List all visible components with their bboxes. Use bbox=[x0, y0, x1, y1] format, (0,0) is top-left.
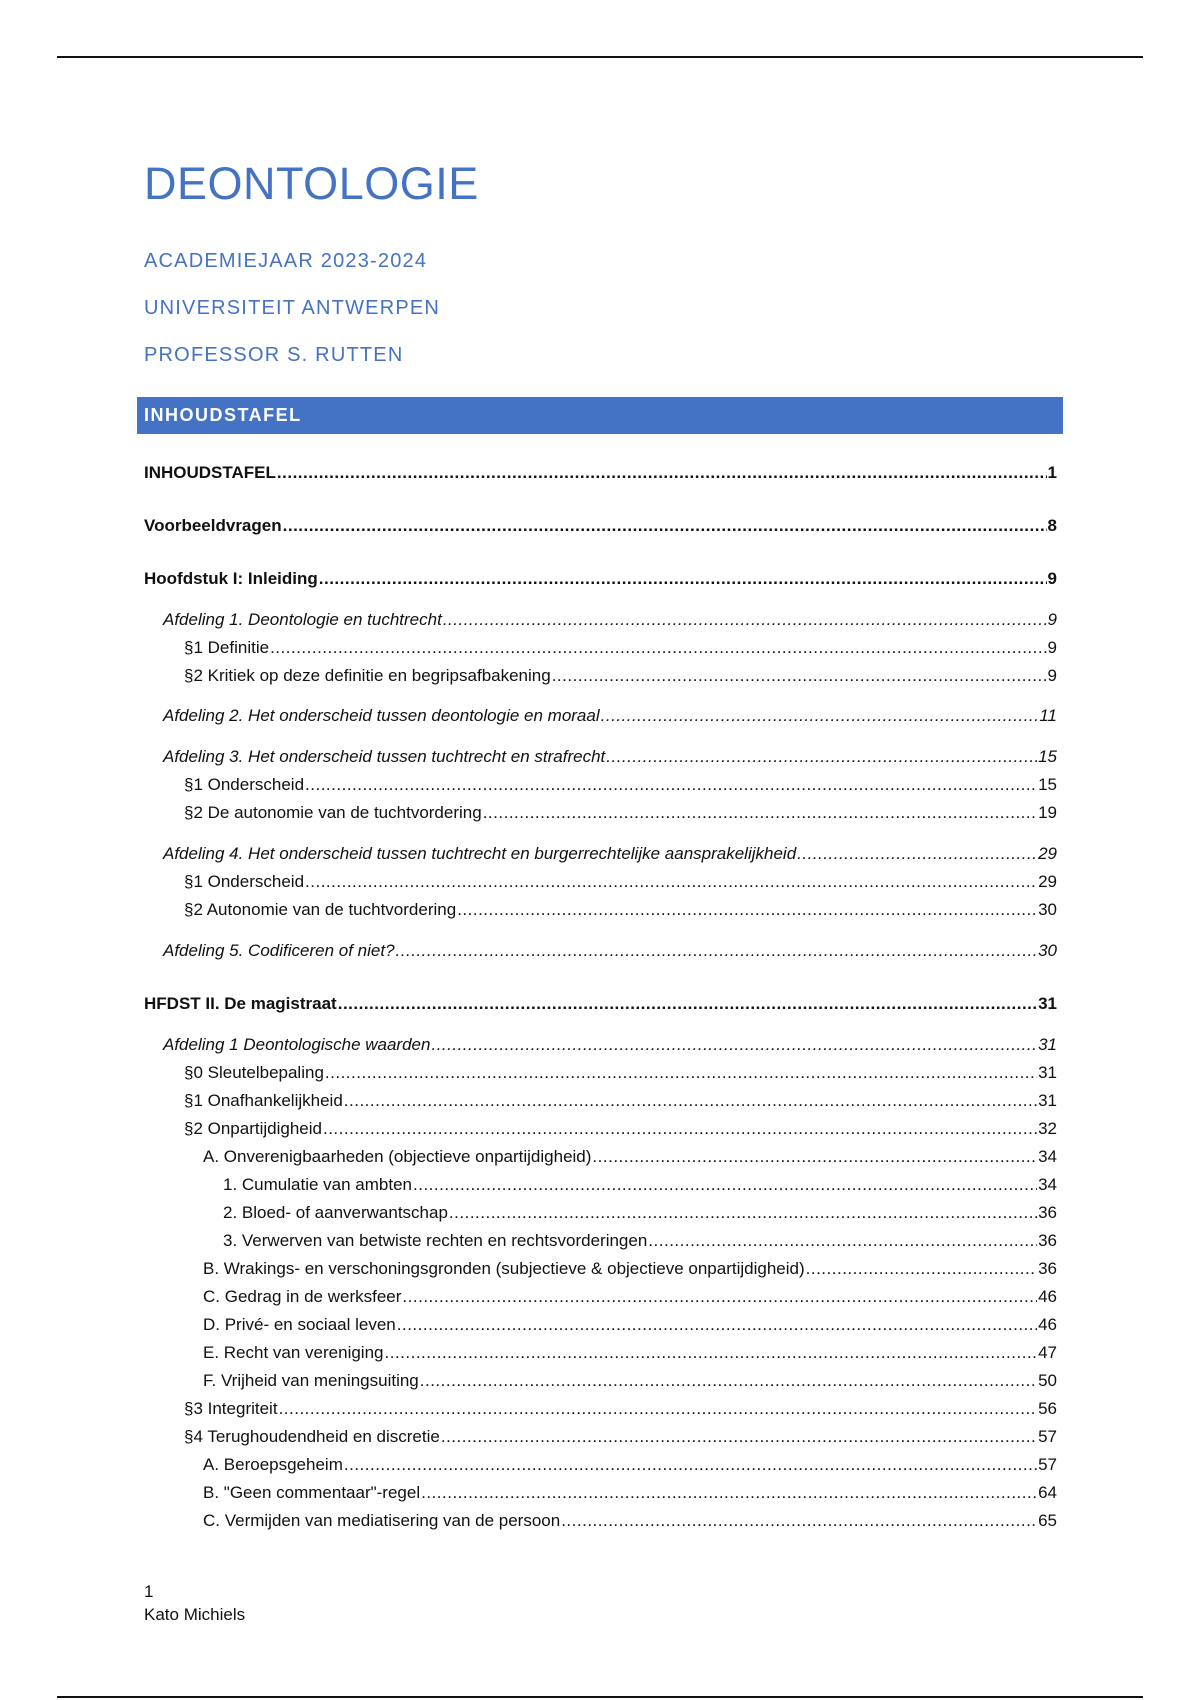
toc-entry[interactable] bbox=[184, 1398, 1057, 1420]
toc-leader-dots bbox=[420, 1370, 1037, 1392]
professor-name: PROFESSOR S. RUTTEN bbox=[144, 344, 404, 366]
toc-leader-dots bbox=[402, 1286, 1037, 1308]
academic-year: ACADEMIEJAAR 2023-2024 bbox=[144, 250, 428, 272]
toc-leader-dots bbox=[561, 1510, 1037, 1532]
toc-entry-page: 31 bbox=[1038, 1063, 1057, 1082]
toc-entry-label: A. Onverenigbaarheden (objectieve onpartijdigheid) bbox=[203, 1147, 592, 1166]
toc-entry[interactable] bbox=[184, 1118, 1057, 1140]
toc-entry-label: §4 Terughoudendheid en discretie bbox=[184, 1427, 440, 1446]
toc-entry-label: INHOUDSTAFEL bbox=[144, 463, 276, 482]
toc-entry-label: §2 Onpartijdigheid bbox=[184, 1119, 322, 1138]
toc-entry-label: B. Wrakings- en verschoningsgronden (subjectieve & objectieve onpartijdigheid) bbox=[203, 1259, 805, 1278]
toc-entry-label: §1 Onderscheid bbox=[184, 872, 305, 891]
toc-entry[interactable] bbox=[203, 1454, 1057, 1476]
toc-entry[interactable] bbox=[184, 899, 1057, 921]
toc-entry[interactable] bbox=[203, 1510, 1057, 1532]
toc-entry-label: §2 Autonomie van de tuchtvordering bbox=[184, 900, 457, 919]
toc-entry-page: 9 bbox=[1047, 569, 1057, 588]
toc-entry-label: §1 Definitie bbox=[184, 638, 270, 657]
toc-entry[interactable] bbox=[144, 568, 1057, 590]
toc-leader-dots bbox=[441, 1426, 1037, 1448]
toc-entry-label: §3 Integriteit bbox=[184, 1399, 278, 1418]
toc-entry-page: 8 bbox=[1047, 516, 1057, 535]
bottom-rule bbox=[57, 1696, 1143, 1698]
toc-entry-page: 29 bbox=[1038, 844, 1057, 863]
toc-leader-dots bbox=[397, 1314, 1037, 1336]
toc-entry-label: C. Vermijden van mediatisering van de persoon bbox=[203, 1511, 561, 1530]
toc-entry-label: A. Beroepsgeheim bbox=[203, 1455, 343, 1474]
toc-leader-dots bbox=[483, 802, 1037, 824]
toc-entry-page: 36 bbox=[1038, 1259, 1057, 1278]
toc-entry-label: §1 Onderscheid bbox=[184, 775, 305, 794]
toc-entry-page: 11 bbox=[1039, 706, 1057, 725]
toc-entry-label: Afdeling 1 Deontologische waarden bbox=[163, 1035, 431, 1054]
toc-entry-page: 30 bbox=[1038, 900, 1057, 919]
toc-entry-page: 1 bbox=[1047, 463, 1057, 482]
toc-leader-dots bbox=[344, 1454, 1037, 1476]
toc-leader-dots bbox=[552, 665, 1047, 687]
toc-entry-page: 31 bbox=[1038, 994, 1057, 1013]
toc-entry-label: C. Gedrag in de werksfeer bbox=[203, 1287, 402, 1306]
toc-entry-page: 15 bbox=[1038, 747, 1057, 766]
university-name: UNIVERSITEIT ANTWERPEN bbox=[144, 297, 441, 319]
toc-leader-dots bbox=[413, 1174, 1037, 1196]
toc-entry-page: 57 bbox=[1038, 1455, 1057, 1474]
toc-entry-page: 46 bbox=[1038, 1287, 1057, 1306]
toc-leader-dots bbox=[279, 1398, 1038, 1420]
toc-entry-label: Hoofdstuk I: Inleiding bbox=[144, 569, 318, 588]
toc-entry-label: B. "Geen commentaar"-regel bbox=[203, 1483, 421, 1502]
toc-leader-dots bbox=[305, 774, 1037, 796]
toc-entry[interactable] bbox=[223, 1202, 1057, 1224]
toc-leader-dots bbox=[305, 871, 1037, 893]
toc-entry[interactable] bbox=[223, 1230, 1057, 1252]
toc-entry-page: 50 bbox=[1038, 1371, 1057, 1390]
toc-entry[interactable] bbox=[184, 1426, 1057, 1448]
toc-entry[interactable] bbox=[203, 1258, 1057, 1280]
toc-entry[interactable] bbox=[203, 1370, 1057, 1392]
toc-leader-dots bbox=[601, 705, 1039, 727]
toc-leader-dots bbox=[449, 1202, 1037, 1224]
toc-entry-page: 47 bbox=[1038, 1343, 1057, 1362]
toc-entry-page: 30 bbox=[1038, 941, 1057, 960]
toc-leader-dots bbox=[270, 637, 1046, 659]
toc-leader-dots bbox=[443, 609, 1047, 631]
toc-entry-page: 31 bbox=[1038, 1035, 1057, 1054]
toc-entry-label: Afdeling 1. Deontologie en tuchtrecht bbox=[163, 610, 442, 629]
toc-leader-dots bbox=[396, 940, 1038, 962]
toc-entry-page: 9 bbox=[1047, 638, 1057, 657]
toc-entry[interactable] bbox=[163, 843, 1057, 865]
toc-entry[interactable] bbox=[203, 1286, 1057, 1308]
toc-entry[interactable] bbox=[203, 1342, 1057, 1364]
toc-entry-label: §1 Onafhankelijkheid bbox=[184, 1091, 343, 1110]
toc-leader-dots bbox=[457, 899, 1037, 921]
toc-leader-dots bbox=[797, 843, 1037, 865]
toc-entry[interactable] bbox=[184, 802, 1057, 824]
toc-leader-dots bbox=[592, 1146, 1037, 1168]
toc-entry[interactable] bbox=[184, 665, 1057, 687]
toc-entry-label: 3. Verwerven van betwiste rechten en rechtsvorderingen bbox=[223, 1231, 648, 1250]
toc-entry[interactable] bbox=[203, 1482, 1057, 1504]
toc-entry-label: Afdeling 3. Het onderscheid tussen tuchtrecht en strafrecht bbox=[163, 747, 606, 766]
toc-entry[interactable] bbox=[203, 1314, 1057, 1336]
toc-leader-dots bbox=[338, 993, 1037, 1015]
toc-entry-page: 46 bbox=[1038, 1315, 1057, 1334]
toc-entry-page: 9 bbox=[1047, 666, 1057, 685]
toc-entry[interactable] bbox=[144, 515, 1057, 537]
toc-leader-dots bbox=[421, 1482, 1037, 1504]
document-title: DEONTOLOGIE bbox=[144, 158, 479, 209]
toc-entry-label: E. Recht van vereniging bbox=[203, 1343, 384, 1362]
toc-entry-label: Afdeling 4. Het onderscheid tussen tuchtrecht en burgerrechtelijke aansprakelijkheid bbox=[163, 844, 797, 863]
toc-entry-label: D. Privé- en sociaal leven bbox=[203, 1315, 396, 1334]
toc-entry-label: 1. Cumulatie van ambten bbox=[223, 1175, 412, 1194]
toc-entry[interactable] bbox=[203, 1146, 1057, 1168]
toc-entry[interactable] bbox=[223, 1174, 1057, 1196]
toc-leader-dots bbox=[431, 1034, 1037, 1056]
toc-entry-page: 36 bbox=[1038, 1231, 1057, 1250]
footer-page-number: 1 bbox=[144, 1582, 154, 1601]
toc-entry-label: F. Vrijheid van meningsuiting bbox=[203, 1371, 419, 1390]
toc-entry-page: 65 bbox=[1038, 1511, 1057, 1530]
toc-entry-page: 15 bbox=[1038, 775, 1057, 794]
toc-heading: INHOUDSTAFEL bbox=[144, 405, 302, 425]
toc-entry[interactable] bbox=[184, 871, 1057, 893]
toc-entry[interactable] bbox=[163, 609, 1057, 631]
toc-entry-label: Afdeling 5. Codificeren of niet? bbox=[163, 941, 395, 960]
toc-entry-page: 32 bbox=[1038, 1119, 1057, 1138]
toc-entry[interactable] bbox=[184, 1090, 1057, 1112]
toc-entry[interactable] bbox=[144, 993, 1057, 1015]
toc-leader-dots bbox=[806, 1258, 1037, 1280]
toc-entry-page: 56 bbox=[1038, 1399, 1057, 1418]
toc-leader-dots bbox=[385, 1342, 1038, 1364]
toc-entry[interactable] bbox=[163, 1034, 1057, 1056]
toc-entry-label: HFDST II. De magistraat bbox=[144, 994, 337, 1013]
footer-author: Kato Michiels bbox=[144, 1605, 246, 1624]
toc-entry[interactable] bbox=[184, 1062, 1057, 1084]
toc-leader-dots bbox=[319, 568, 1047, 590]
toc-entry-page: 64 bbox=[1038, 1483, 1057, 1502]
toc-entry[interactable] bbox=[163, 746, 1057, 768]
toc-leader-dots bbox=[283, 515, 1047, 537]
toc-leader-dots bbox=[344, 1090, 1037, 1112]
toc-entry-label: §2 Kritiek op deze definitie en begripsafbakening bbox=[184, 666, 551, 685]
toc-leader-dots bbox=[323, 1118, 1037, 1140]
toc-entry-label: Voorbeeldvragen bbox=[144, 516, 282, 535]
toc-entry-page: 31 bbox=[1038, 1091, 1057, 1110]
toc-entry-label: 2. Bloed- of aanverwantschap bbox=[223, 1203, 448, 1222]
toc-entry-label: §2 De autonomie van de tuchtvordering bbox=[184, 803, 482, 822]
toc-entry[interactable] bbox=[144, 462, 1057, 484]
toc-entry-page: 34 bbox=[1038, 1175, 1057, 1194]
toc-leader-dots bbox=[277, 462, 1047, 484]
toc-entry-label: Afdeling 2. Het onderscheid tussen deontologie en moraal bbox=[163, 706, 600, 725]
toc-entry-page: 29 bbox=[1038, 872, 1057, 891]
toc-leader-dots bbox=[325, 1062, 1037, 1084]
toc-entry[interactable] bbox=[163, 705, 1057, 727]
toc-entry-label: §0 Sleutelbepaling bbox=[184, 1063, 324, 1082]
toc-entry-page: 19 bbox=[1038, 803, 1057, 822]
toc-entry[interactable] bbox=[184, 637, 1057, 659]
toc-entry-page: 36 bbox=[1038, 1203, 1057, 1222]
toc-leader-dots bbox=[648, 1230, 1037, 1252]
toc-leader-dots bbox=[606, 746, 1037, 768]
toc-entry[interactable] bbox=[184, 774, 1057, 796]
toc-entry[interactable] bbox=[163, 940, 1057, 962]
toc-entry-page: 57 bbox=[1038, 1427, 1057, 1446]
toc-entry-page: 34 bbox=[1038, 1147, 1057, 1166]
toc-entry-page: 9 bbox=[1047, 610, 1057, 629]
